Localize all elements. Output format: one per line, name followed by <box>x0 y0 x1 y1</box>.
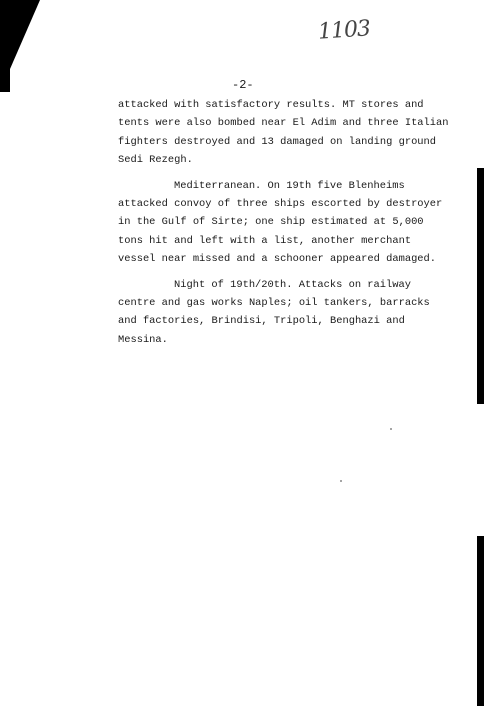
scan-edge-shadow-lower <box>477 536 484 706</box>
scan-speck <box>390 428 392 430</box>
text-line: vessel near missed and a schooner appeared damaged. <box>118 253 437 266</box>
scan-corner-shadow <box>0 0 40 92</box>
text-line: Night of 19th/20th. Attacks on railway <box>174 278 411 291</box>
page-number: -2- <box>232 78 254 92</box>
text-line: fighters destroyed and 13 damaged on landing ground <box>118 135 437 148</box>
paragraph-night-attacks <box>118 276 458 350</box>
text-line: centre and gas works Naples; oil tankers, barracks <box>118 297 430 310</box>
text-line: Sedi Rezegh. <box>118 154 193 167</box>
paragraph-desert-attacks <box>118 96 458 170</box>
text-line: tents were also bombed near El Adim and three Italian <box>118 117 449 130</box>
text-line: and factories, Brindisi, Tripoli, Benghazi and <box>118 315 405 328</box>
text-line: tons hit and left with a list, another merchant <box>118 234 412 247</box>
paragraph-mediterranean <box>118 177 458 269</box>
text-line: attacked convoy of three ships escorted by destroyer <box>118 198 443 211</box>
scan-edge-shadow-upper <box>477 168 484 404</box>
text-line: attacked with satisfactory results. MT stores and <box>118 99 424 111</box>
text-line: in the Gulf of Sirte; one ship estimated at 5,000 <box>118 216 424 229</box>
scan-speck <box>340 480 342 482</box>
handwritten-folio-number: 1103 <box>317 16 371 45</box>
text-line: Mediterranean. On 19th five Blenheims <box>174 179 405 192</box>
document-body <box>118 96 458 356</box>
text-line: Messina. <box>118 333 168 346</box>
